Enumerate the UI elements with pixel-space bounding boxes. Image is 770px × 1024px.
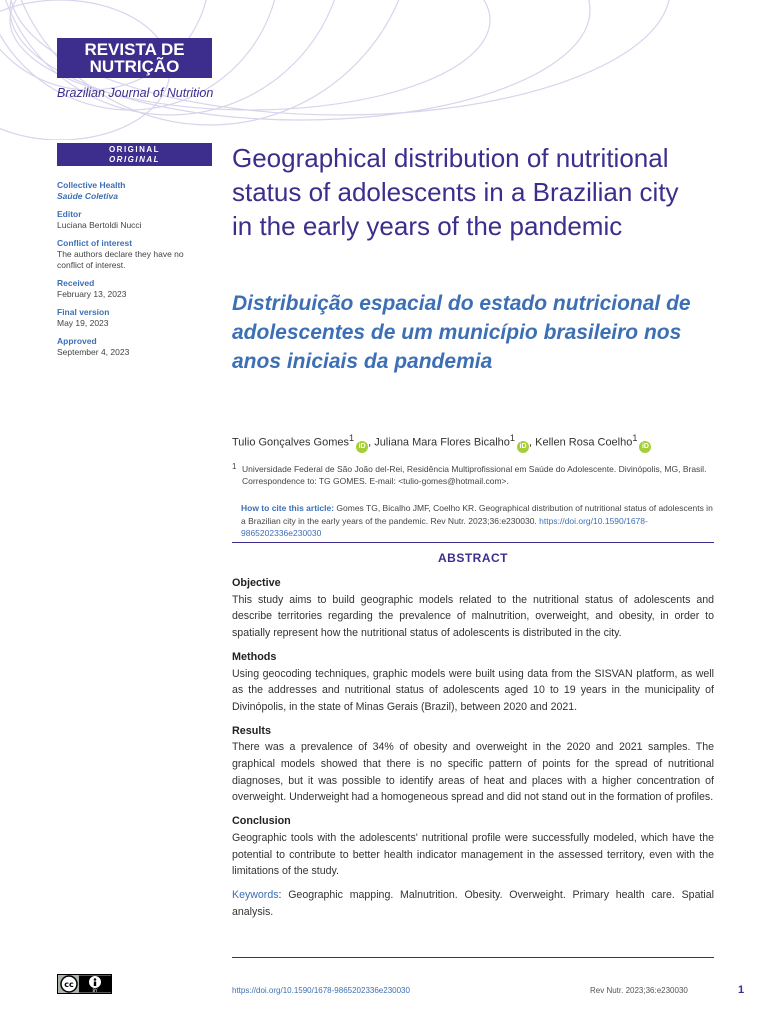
article-sidebar	[57, 180, 207, 365]
keywords-label: Keywords	[232, 888, 279, 901]
objective-heading: Objective	[232, 577, 281, 589]
svg-text:BY: BY	[92, 988, 98, 993]
article-title-pt: Distribuição espacial do estado nutricional de adolescentes de um município brasileiro nos anos iniciais da pandemia	[232, 292, 691, 373]
conclusion-text: Geographic tools with the adolescents' nutritional profile were successfully modeled, which have the potential to contribute to better health indicator management in the assessed territory, even with the limitations of the study.	[232, 831, 714, 878]
conflict-block	[57, 238, 207, 271]
section-tag	[57, 143, 212, 166]
received-label: Received	[57, 278, 95, 288]
orcid-icon[interactable]: iD	[639, 441, 651, 453]
author-list	[232, 430, 722, 453]
received-block	[57, 278, 207, 300]
abstract-top-rule	[232, 542, 714, 543]
author-sup: 1	[348, 433, 355, 443]
affiliation-text: Universidade Federal de São João del-Rei, Residência Multiprofissional em Saúde do Adolescente. Divinópolis, MG, Brasil. Correspondence to: TG GOMES. E-mail: <tulio-gomes@hotmail.com>.	[242, 464, 707, 486]
orcid-icon[interactable]: iD	[356, 441, 368, 453]
editor-value: Luciana Bertoldi Nucci	[57, 220, 142, 230]
affiliation-sup: 1	[232, 462, 237, 471]
author-name: Tulio Gonçalves Gomes	[232, 436, 349, 449]
cite-text: Gomes TG, Bicalho JMF, Coelho KR. Geographical distribution of nutritional status of adolescents in a Brazilian city in the early years of the pandemic. Rev Nutr. 2023;36:e230030.	[241, 503, 713, 526]
approved-value: September 4, 2023	[57, 347, 130, 357]
methods-heading: Methods	[232, 650, 277, 663]
footer-reference: Rev Nutr. 2023;36:e230030	[590, 986, 688, 995]
cc-by-icon[interactable]	[57, 974, 112, 994]
area-block	[57, 180, 207, 202]
area-label: Collective Health	[57, 180, 126, 190]
approved-label: Approved	[57, 336, 97, 346]
author-name: , Juliana Mara Flores Bicalho	[368, 436, 510, 449]
abstract-body	[232, 575, 714, 927]
cite-label: How to cite this article:	[241, 503, 335, 513]
author-name: , Kellen Rosa Coelho	[529, 436, 633, 449]
objective-text: This study aims to build geographic models related to the nutritional status of adolescents and describe territories regarding the prevalence of malnutrition, overweight, and obesity, in order to spatially represent how the nutritional status of adolescents is distributed in the city.	[232, 593, 714, 640]
final-version-value: May 19, 2023	[57, 318, 109, 328]
results-heading: Results	[232, 724, 272, 737]
area-label-pt: Saúde Coletiva	[57, 191, 118, 201]
how-to-cite	[241, 502, 714, 540]
editor-label: Editor	[57, 209, 82, 219]
section-label-pt: ORIGINAL	[108, 155, 161, 164]
conflict-value: The authors declare they have no conflict of interest.	[57, 249, 184, 270]
conflict-label: Conflict of interest	[57, 238, 133, 248]
final-version-label: Final version	[57, 307, 110, 317]
journal-logo	[57, 38, 212, 78]
keywords	[232, 887, 714, 920]
page-number: 1	[738, 984, 745, 996]
affiliation	[232, 463, 714, 487]
footer-doi-link[interactable]: https://doi.org/10.1590/1678-9865202336e230030	[232, 986, 410, 995]
section-label: ORIGINAL	[108, 145, 161, 154]
final-version-block	[57, 307, 207, 329]
journal-subtitle: Brazilian Journal of Nutrition	[57, 86, 214, 100]
svg-text:cc: cc	[64, 980, 74, 989]
journal-name-line2: NUTRIÇÃO	[89, 57, 180, 76]
cite-doi-link[interactable]: https://doi.org/10.1590/1678-9865202336e230030	[241, 515, 648, 538]
editor-block	[57, 209, 207, 231]
author-sup: 1	[632, 433, 638, 443]
author-sup: 1	[509, 433, 516, 443]
approved-block	[57, 336, 207, 358]
keywords-text: : Geographic mapping. Malnutrition. Obesity. Overweight. Primary health care. Spatial analysis.	[232, 888, 714, 918]
article-title: Geographical distribution of nutritional status of adolescents in a Brazilian city in the early years of the pandemic	[232, 143, 679, 241]
received-value: February 13, 2023	[57, 289, 127, 299]
abstract-bottom-rule	[232, 957, 714, 958]
results-text: There was a prevalence of 34% of obesity and overweight in the 2020 and 2021 samples. The graphical models showed that there is no specific pattern of points for the spread of nutritional diagnoses, but it was possible to identify areas of heat and places with a higher concentration of overweight. Underweight had a homogeneous spread and did not stand out in the formation of profiles.	[232, 741, 714, 804]
journal-name-line1: REVISTA DE	[84, 40, 185, 59]
methods-text: Using geocoding techniques, graphic models were built using data from the SISVAN platform, as well as the addresses and nutritional status of adolescents aged 10 to 19 years in the municipality of Divinópolis, in the state of Minas Gerais (Brazil), between 2020 and 2021.	[232, 667, 714, 713]
orcid-icon[interactable]: iD	[517, 441, 529, 453]
abstract-heading: ABSTRACT	[438, 551, 508, 565]
conclusion-heading: Conclusion	[232, 815, 291, 828]
